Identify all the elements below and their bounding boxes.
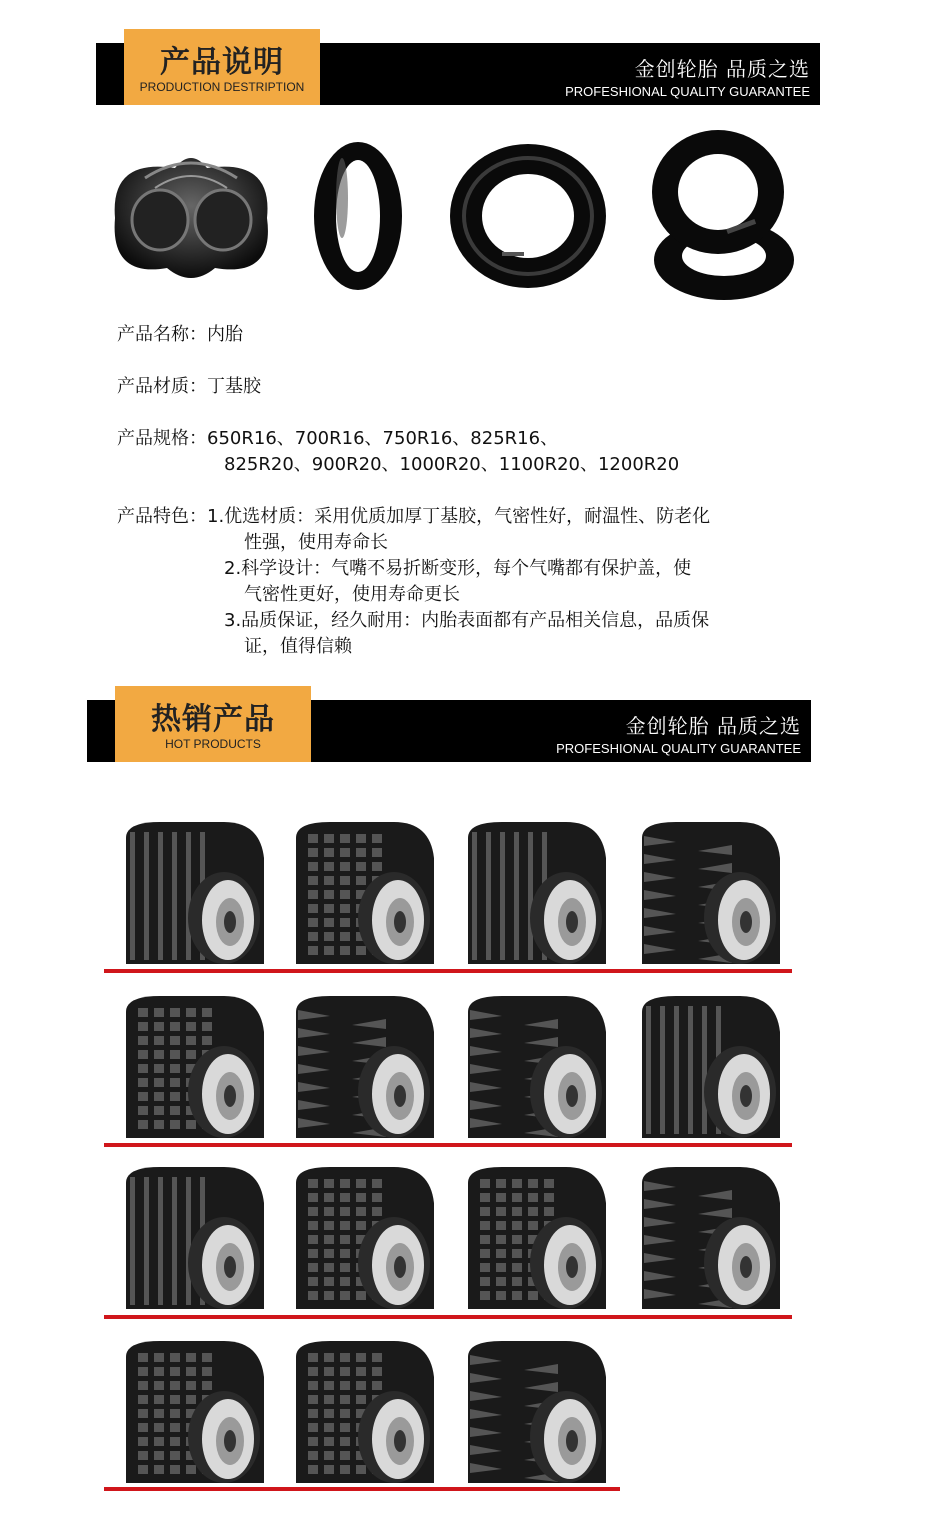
tire-image-11 [462, 1163, 612, 1309]
row-divider-line [104, 969, 792, 973]
section-banner-hot-products [87, 700, 811, 762]
product-spec-label: 产品规格： [117, 428, 207, 449]
section-subtitle: PRODUCTION DESTRIPTION [139, 80, 305, 94]
tire-image-4 [636, 818, 786, 964]
row-divider-line [104, 1143, 792, 1147]
tube-image-upright [308, 138, 408, 294]
product-name-label: 产品名称： [117, 324, 207, 345]
tire-image-9 [120, 1163, 270, 1309]
tube-image-folded [105, 138, 277, 284]
tire-image-10 [290, 1163, 440, 1309]
row-divider-line [104, 1487, 620, 1491]
feature-2-line1: 2.科学设计：气嘴不易折断变形，每个气嘴都有保护盖，使 [224, 558, 692, 579]
tire-image-15 [462, 1337, 612, 1483]
tire-image-8 [636, 992, 786, 1138]
slogan-cn: 金创轮胎 品质之选 [634, 57, 810, 81]
slogan-en: PROFESHIONAL QUALITY GUARANTEE [556, 741, 801, 756]
slogan-cn: 金创轮胎 品质之选 [625, 714, 801, 738]
brand-slogan [565, 53, 810, 99]
tire-image-12 [636, 1163, 786, 1309]
tire-image-3 [462, 818, 612, 964]
product-material-label: 产品材质： [117, 376, 207, 397]
product-name-row [117, 322, 243, 348]
tire-image-13 [120, 1337, 270, 1483]
tire-image-6 [290, 992, 440, 1138]
section-subtitle: HOT PRODUCTS [165, 737, 261, 751]
feature-1-line1: 1.优选材质：采用优质加厚丁基胶，气密性好，耐温性、防老化 [207, 506, 711, 527]
tire-image-7 [462, 992, 612, 1138]
slogan-en: PROFESHIONAL QUALITY GUARANTEE [565, 84, 810, 99]
section-title-tag [115, 686, 311, 762]
product-spec-line2: 825R20、900R20、1000R20、1100R20、1200R20 [224, 454, 680, 475]
tube-image-flat [448, 142, 608, 290]
section-title: 产品说明 [160, 45, 284, 80]
section-title: 热销产品 [151, 702, 275, 737]
product-material-value: 丁基胶 [207, 376, 261, 397]
feature-2-line2: 气密性更好，使用寿命更长 [244, 584, 460, 605]
row-divider-line [104, 1315, 792, 1319]
section-title-tag [124, 29, 320, 105]
tire-image-14 [290, 1337, 440, 1483]
product-spec-row [117, 426, 558, 452]
feature-1-line2: 性强，使用寿命长 [244, 532, 388, 553]
feature-3-line1: 3.品质保证，经久耐用：内胎表面都有产品相关信息，品质保 [224, 610, 710, 631]
product-feature-row [117, 504, 710, 530]
feature-3-line2: 证，值得信赖 [244, 636, 352, 657]
product-spec-line1: 650R16、700R16、750R16、825R16、 [207, 428, 559, 449]
tire-image-1 [120, 818, 270, 964]
brand-slogan [556, 710, 801, 756]
tube-image-stacked [646, 120, 796, 304]
section-banner-product-description [96, 43, 820, 105]
tire-image-5 [120, 992, 270, 1138]
tire-image-2 [290, 818, 440, 964]
product-feature-label: 产品特色： [117, 506, 207, 527]
product-material-row [117, 374, 261, 400]
product-name-value: 内胎 [207, 324, 243, 345]
